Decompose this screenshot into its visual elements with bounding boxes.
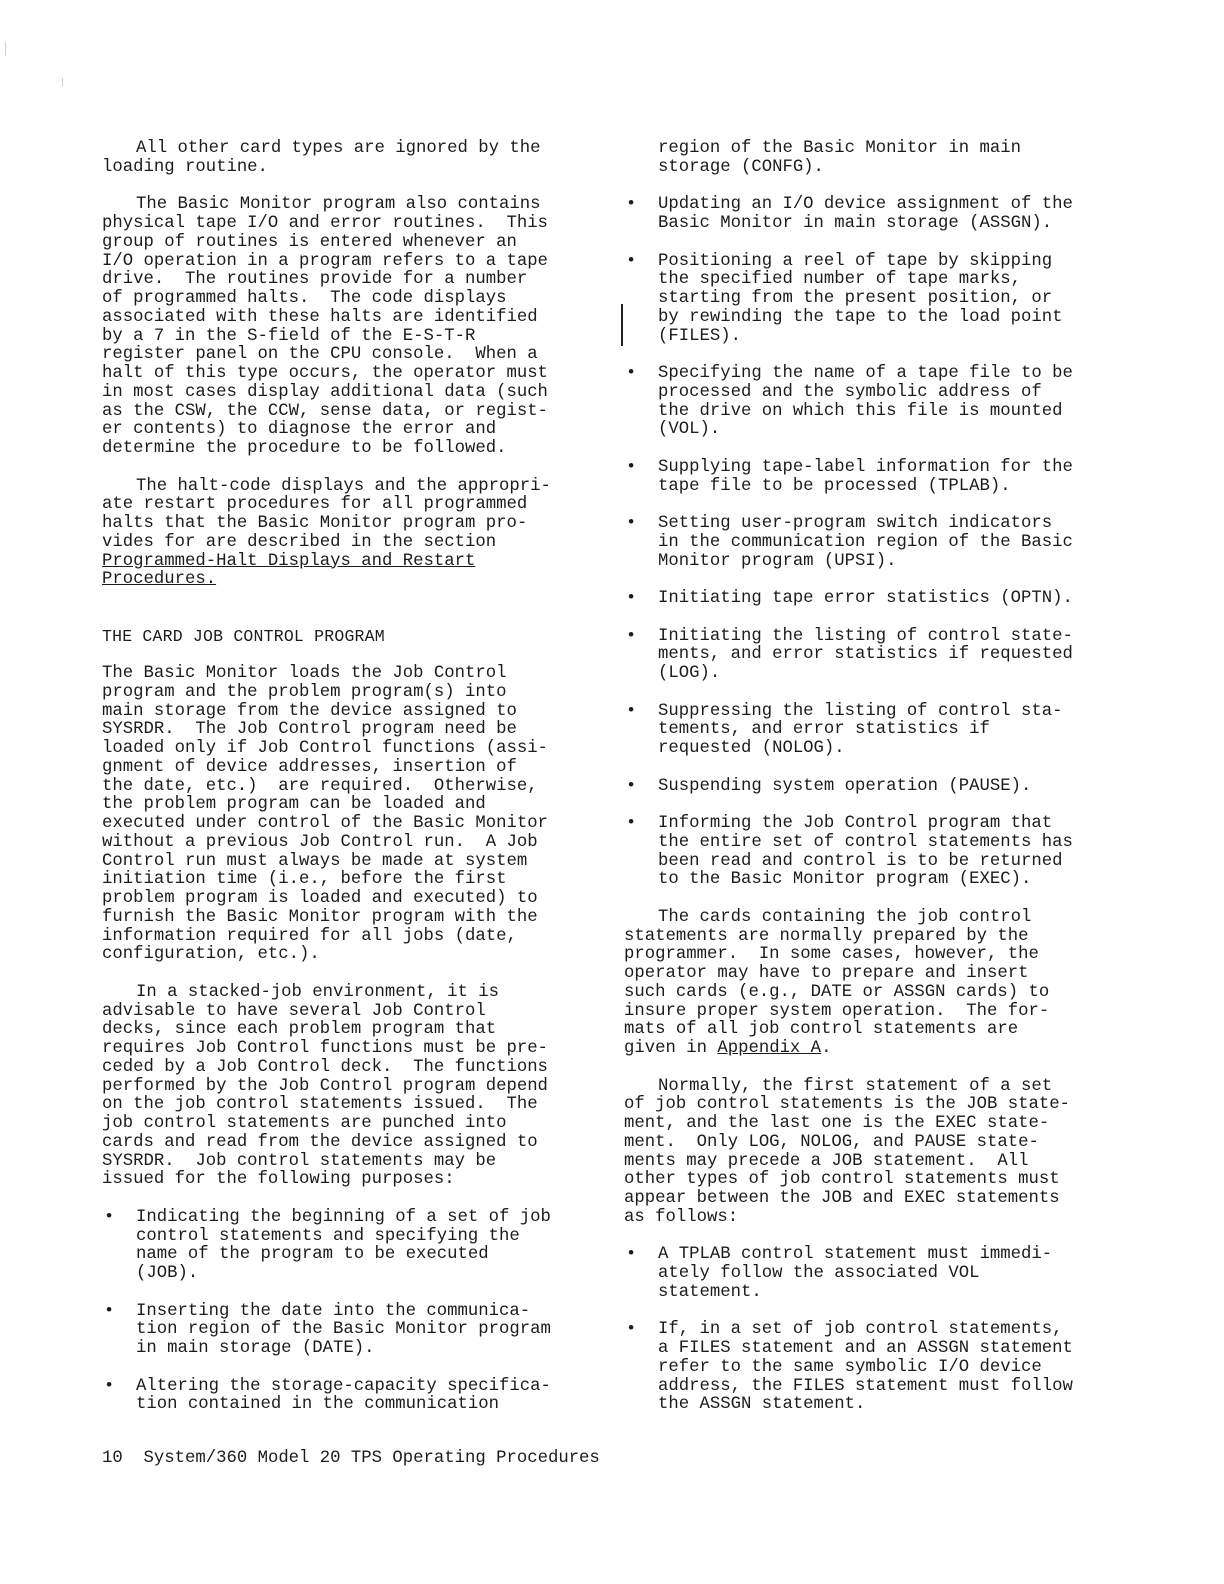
- list-item: • Updating an I/O device assignment of the Basic Monitor in main storage (ASSGN).: [624, 196, 1120, 234]
- paragraph-text: The cards containing the job control statements are normally prepared by the programmer. In some cases, however, the operator may have to prepare and insert such cards (e.g., DATE or ASSGN cards) to insure proper system operation. The for- mats of all job control statements are given in: [624, 907, 1050, 1058]
- list-item: • If, in a set of job control statements, a FILES statement and an ASSGN statement refer to the same symbolic I/O device address, the FILES statement must follow the ASSGN statement.: [624, 1321, 1120, 1415]
- list-item: • Inserting the date into the communica- tion region of the Basic Monitor program in main storage (DATE).: [102, 1303, 598, 1359]
- paragraph: All other card types are ignored by the loading routine.: [102, 139, 541, 177]
- list-item: • Altering the storage-capacity specifica- tion contained in the communication: [102, 1378, 598, 1416]
- paragraph: In a stacked-job environment, it is advisable to have several Job Control decks, since each problem program that requires Job Control functions must be pre- ceded by a Job Control deck. The functions performed by the Job Control program depend on the job control statements issued. The job control statements are punched into cards and read from the device assigned to SYSRDR. Job control statements may be issued for the following purposes:: [102, 982, 548, 1190]
- list-item: • Specifying the name of a tape file to be processed and the symbolic address of the drive on which this file is mounted (VOL).: [624, 365, 1120, 440]
- running-title: System/360 Model 20 TPS Operating Procedures: [143, 1449, 600, 1468]
- list-item: • Suspending system operation (PAUSE).: [624, 778, 1120, 797]
- revision-bar: [621, 304, 623, 346]
- section-heading: THE CARD JOB CONTROL PROGRAM: [102, 626, 385, 646]
- list-item: • Informing the Job Control program that the entire set of control statements has been read and control is to be returned to the Basic Monitor program (EXEC).: [624, 815, 1120, 890]
- paragraph: [102, 478, 598, 591]
- list-item: • Initiating the listing of control state- ments, and error statistics if requested (LOG).: [624, 628, 1120, 684]
- list-item: • Indicating the beginning of a set of job control statements and specifying the name of the program to be executed (JOB).: [102, 1209, 598, 1284]
- scan-mark: [62, 78, 63, 86]
- paragraph: The Basic Monitor loads the Job Control program and the problem program(s) into main storage from the device assigned to SYSRDR. The Job Control program need be loaded only if Job Control functions (assi- gnment of device addresses, insertion of the date, etc.) are required. Otherwise, the problem program can be loaded and executed under control of the Basic Monitor without a previous Job Control run. A Job Control run must always be made at system initiation time (i.e., before the first problem program is loaded and executed) to furnish the Basic Monitor program with the information required for all jobs (date, configuration, etc.).: [102, 664, 548, 965]
- list-item-continuation: region of the Basic Monitor in main storage (CONFG).: [658, 139, 1021, 177]
- list-item: • Suppressing the listing of control sta- tements, and error statistics if requested (NOLOG).: [624, 703, 1120, 759]
- section-reference-link[interactable]: Programmed-Halt Displays and Restart Procedures.: [102, 551, 476, 590]
- list-item: • Positioning a reel of tape by skipping the specified number of tape marks, starting from the present position, or by rewinding the tape to the load point (FILES).: [624, 253, 1120, 347]
- scan-mark: [5, 42, 6, 56]
- page-footer: [102, 1449, 600, 1469]
- page-number: 10: [102, 1449, 123, 1468]
- paragraph-text: The halt-code displays and the appropri- ate restart procedures for all programmed halts that the Basic Monitor program pro- vides for are described in the section: [102, 476, 551, 552]
- left-column: [102, 140, 598, 1415]
- list-item: • Supplying tape-label information for the tape file to be processed (TPLAB).: [624, 459, 1120, 497]
- list-item: • Initiating tape error statistics (OPTN).: [624, 590, 1120, 609]
- right-column: [624, 140, 1120, 1415]
- appendix-reference-link[interactable]: Appendix A: [717, 1039, 822, 1058]
- paragraph-end: .: [821, 1039, 832, 1058]
- paragraph: Normally, the first statement of a set of job control statements is the JOB state- ment, and the last one is the EXEC state- ment. Only LOG, NOLOG, and PAUSE state- ments may precede a JOB statement. All other types of job control statements must appear between the JOB and EXEC statements as follows:: [624, 1076, 1070, 1227]
- list-item: • Setting user-program switch indicators in the communication region of the Basic Monitor program (UPSI).: [624, 515, 1120, 571]
- list-item: • A TPLAB control statement must immedi- ately follow the associated VOL statement.: [624, 1246, 1120, 1302]
- paragraph: [624, 909, 1120, 1059]
- paragraph: The Basic Monitor program also contains physical tape I/O and error routines. This group of routines is entered whenever an I/O operation in a program refers to a tape drive. The routines provide for a number of programmed halts. The code displays associated with these halts are identified by a 7 in the S-field of the E-S-T-R register panel on the CPU console. When a halt of this type occurs, the operator must in most cases display additional data (such as the CSW, the CCW, sense data, or regist- er contents) to diagnose the error and determine the procedure to be followed.: [102, 195, 548, 458]
